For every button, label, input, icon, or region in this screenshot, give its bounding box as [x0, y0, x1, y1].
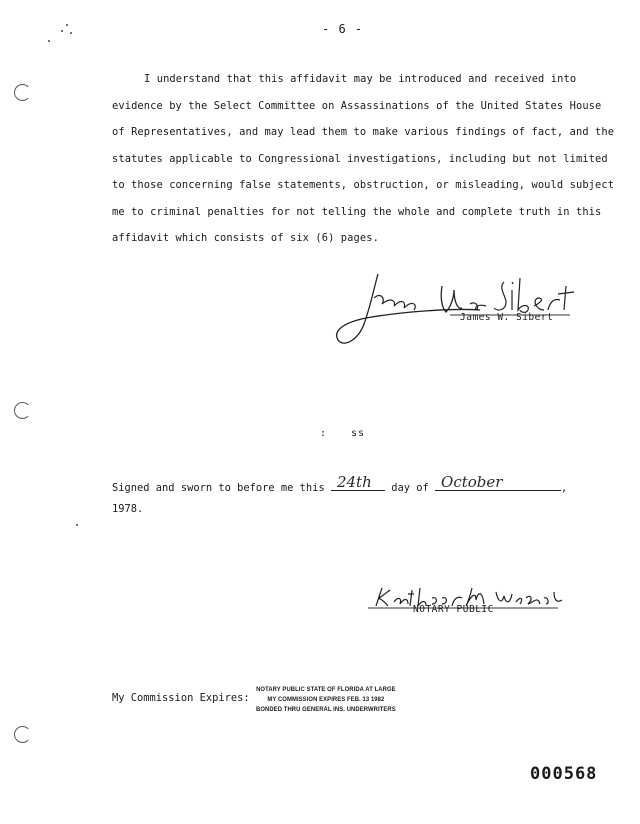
binder-hole-top [14, 84, 31, 101]
jurat-line [112, 473, 568, 494]
document-id: 000568 [530, 764, 598, 784]
paragraph-line: I understand that this affidavit may be introduced and received into [144, 73, 577, 85]
jurat-suffix: , [561, 482, 568, 494]
paragraph-line: evidence by the Select Committee on Assassinations of the United States House [112, 99, 602, 112]
paragraph-line: affidavit which consists of six (6) pages. [112, 232, 379, 244]
paragraph-line: statutes applicable to Congressional investigations, including but not limited [112, 152, 608, 165]
month-blank [435, 473, 561, 491]
binder-hole-middle [14, 402, 31, 419]
venue-ss-text: ss [351, 428, 366, 439]
day-handwritten: 24th [336, 473, 372, 491]
affiant-typed-name: James W. Sibert [460, 312, 554, 323]
notary-stamp [256, 685, 396, 715]
month-handwritten: October [441, 473, 503, 491]
jurat-middle: day of [391, 482, 429, 494]
notary-title: NOTARY PUBLIC [413, 604, 494, 615]
venue-colon: : [320, 428, 328, 439]
jurat-prefix: Signed and sworn to before me this [112, 482, 325, 494]
binder-hole-bottom [14, 726, 31, 743]
stamp-line: NOTARY PUBLIC STATE OF FLORIDA AT LARGE [256, 686, 396, 693]
paragraph-line: to those concerning false statements, obstruction, or misleading, would subject [112, 179, 615, 191]
venue-ss [320, 428, 365, 439]
jurat-year: 1978. [112, 503, 144, 515]
page-number: - 6 - [322, 22, 364, 36]
affiant-signature [330, 268, 590, 352]
affidavit-paragraph [112, 66, 615, 252]
day-blank [331, 473, 385, 491]
stamp-line: BONDED THRU GENERAL INS. UNDERWRITERS [256, 706, 396, 713]
paragraph-line: me to criminal penalties for not telling the whole and complete truth in this [112, 205, 602, 218]
paragraph-line: of Representatives, and may lead them to make various findings of fact, and the [112, 126, 615, 138]
commission-label: My Commission Expires: [112, 692, 250, 704]
stamp-line: MY COMMISSION EXPIRES FEB. 13 1982 [267, 696, 385, 703]
scan-speck [76, 524, 78, 526]
